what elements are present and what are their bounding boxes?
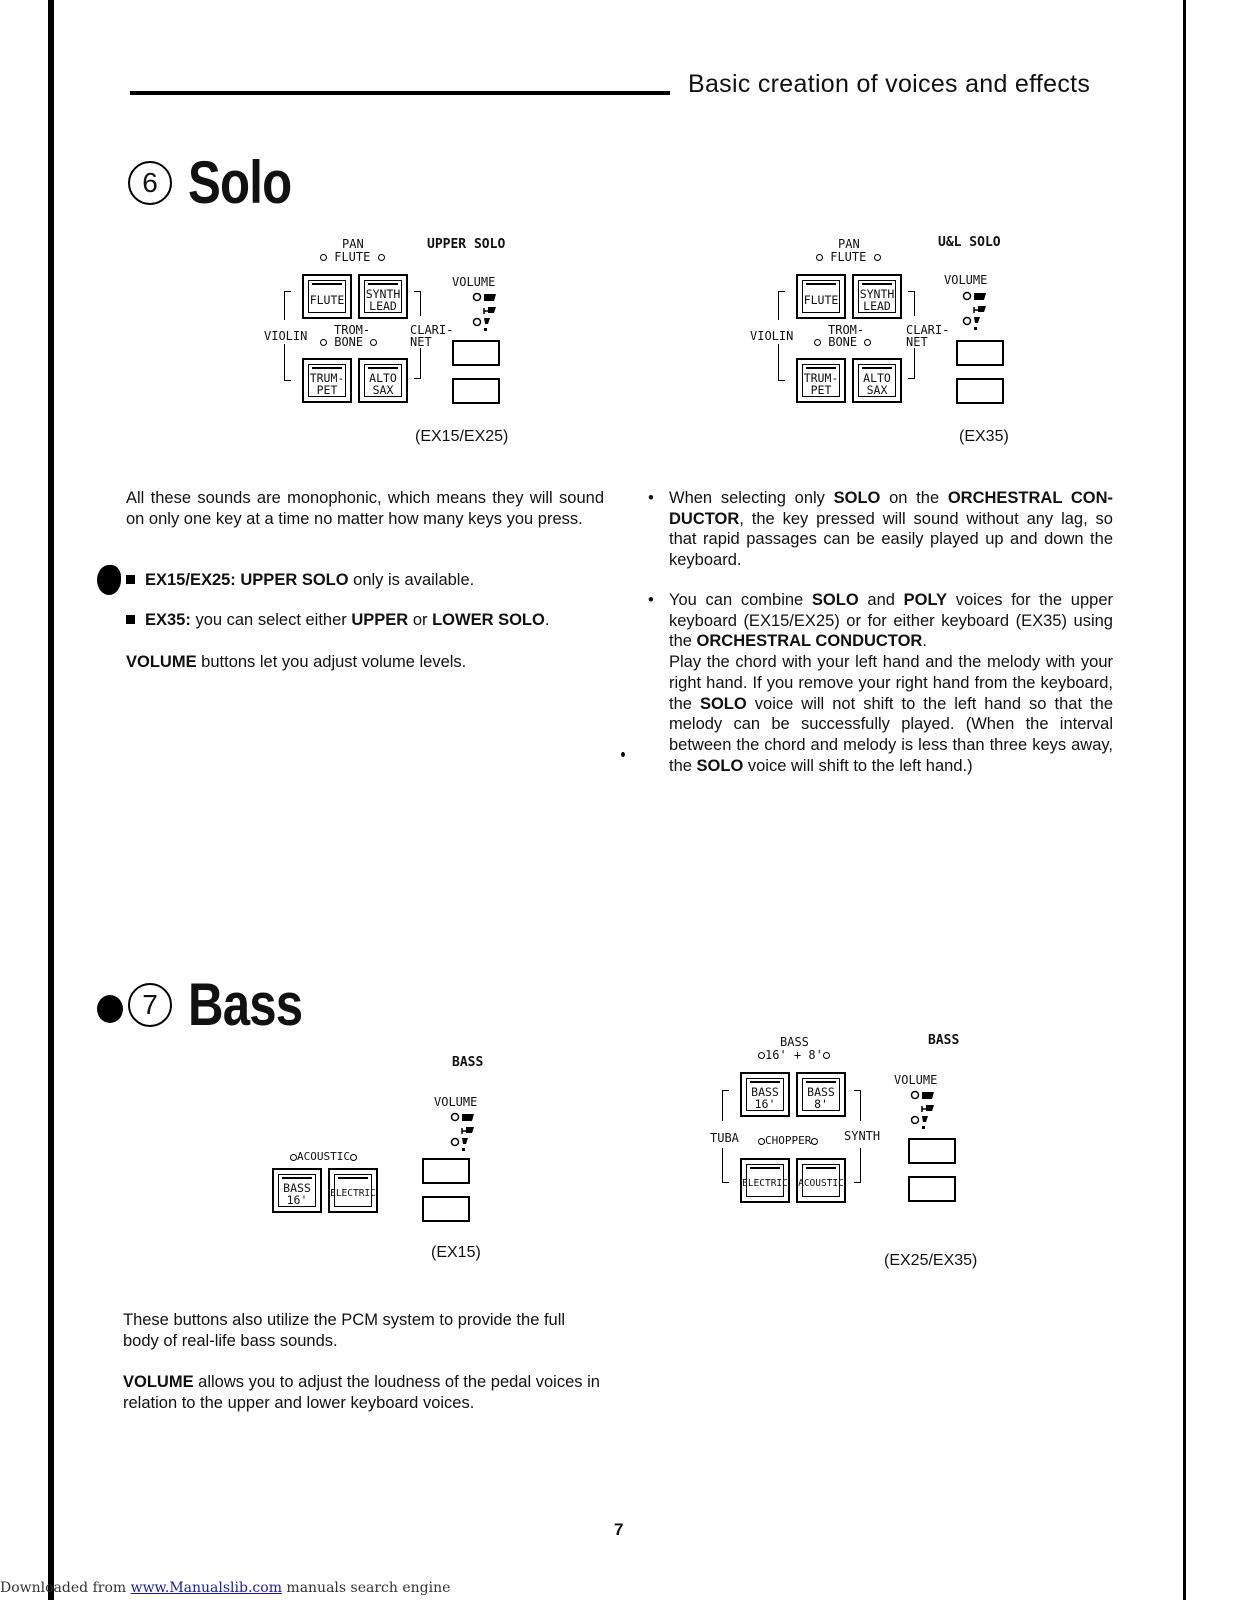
header-title: Basic creation of voices and effects: [688, 70, 1091, 98]
bracket: [284, 344, 291, 381]
volume-level-icon: [450, 1112, 480, 1152]
ink-blot: [97, 565, 121, 595]
bracket: [414, 348, 421, 379]
bracket: [722, 1148, 729, 1183]
download-footer: Downloaded from www.Manualslib.com manuals search engine: [0, 1580, 451, 1596]
electric-button[interactable]: ELECTRIC: [740, 1158, 790, 1203]
diagram-title: UPPER SOLO: [427, 237, 506, 252]
volume-up-button[interactable]: [452, 340, 500, 366]
trumpet-button[interactable]: TRUM- PET: [302, 358, 352, 403]
acoustic-button[interactable]: ACOUSTIC: [796, 1158, 846, 1203]
header-rule: [130, 91, 670, 95]
bass-ex15-diagram: [270, 1050, 500, 1270]
tuba-label: TUBA: [710, 1131, 739, 1145]
volume-level-icon: [910, 1090, 940, 1130]
bass-16-8-led-row: 16' + 8': [758, 1049, 830, 1062]
trombone-led-row: BONE: [814, 336, 871, 349]
section-title-bass: Bass: [188, 971, 303, 1038]
volume-down-button[interactable]: [422, 1196, 470, 1222]
diagram-caption: (EX15/EX25): [415, 428, 509, 445]
bracket: [284, 291, 291, 320]
volume-label: VOLUME: [944, 273, 988, 287]
volume-label: VOLUME: [452, 275, 496, 289]
led-indicator: [378, 254, 385, 261]
volume-level-icon: [472, 292, 502, 332]
solo-item-ex15: EX15/EX25: UPPER SOLO only is available.: [126, 570, 606, 591]
clarinet-label-2: NET: [906, 335, 928, 349]
pan-label: PAN: [838, 237, 860, 251]
volume-label: VOLUME: [894, 1073, 938, 1087]
volume-up-button[interactable]: [908, 1138, 956, 1164]
alto-sax-button[interactable]: ALTO SAX: [358, 358, 408, 403]
volume-up-button[interactable]: [956, 340, 1004, 366]
section-number-7: 7: [128, 983, 172, 1027]
volume-down-button[interactable]: [908, 1176, 956, 1202]
flute-button[interactable]: FLUTE: [796, 274, 846, 319]
solo-heading: [128, 148, 314, 217]
bracket: [414, 291, 421, 316]
synth-label: SYNTH: [844, 1129, 881, 1143]
violin-label: VIOLIN: [264, 329, 308, 343]
square-bullet-icon: [126, 575, 135, 584]
acoustic-led-row: ACOUSTIC: [290, 1150, 357, 1163]
flute-led-row: [320, 251, 385, 264]
solo-bullet-2: You can combine SOLO and POLY voices for the upper keyboard (EX15/EX25) or for either keyboard (EX35) using the ORCHESTRAL CONDUCTOR. Play the chord with your left hand and the melody with your right hand. If you remove your right hand from the keyboard, the SOLO voice will not shift to the left hand so that the melody can be successfully played. (When the interval between the chord and melody is less than three keys away, the SOLO voice will shift to the left hand.): [669, 591, 1114, 775]
bracket: [908, 291, 915, 316]
page-right-border: [1183, 0, 1186, 1600]
led-indicator: [320, 254, 327, 261]
volume-down-button[interactable]: [956, 378, 1004, 404]
trombone-label-1: TROM-: [828, 323, 865, 337]
clarinet-label-1: CLARI-: [906, 323, 950, 337]
clarinet-label-1: CLARI-: [410, 323, 454, 337]
synth-lead-button[interactable]: SYNTH LEAD: [358, 274, 408, 319]
volume-down-button[interactable]: [452, 378, 500, 404]
solo-intro-paragraph: All these sounds are monophonic, which means they will sound on only one key at a time no matter how many keys you press.: [126, 489, 604, 528]
pan-label: PAN: [342, 237, 364, 251]
bracket: [854, 1148, 861, 1183]
square-bullet-icon: [126, 615, 135, 624]
diagram-caption: (EX15): [431, 1244, 481, 1261]
synth-lead-button[interactable]: SYNTH LEAD: [852, 274, 902, 319]
trombone-label-1: TROM-: [334, 323, 371, 337]
violin-label: VIOLIN: [750, 329, 794, 343]
page-number: 7: [614, 1520, 624, 1539]
bracket: [778, 344, 785, 381]
volume-up-button[interactable]: [422, 1158, 470, 1184]
flute-led-row: FLUTE: [816, 251, 881, 264]
flute-led-label: FLUTE: [334, 250, 371, 264]
bracket: [722, 1090, 729, 1121]
bass-intro-paragraph: These buttons also utilize the PCM system to provide the full body of real-life bass sounds.: [123, 1311, 566, 1350]
bullet-dot: •: [648, 489, 654, 507]
bracket: [854, 1090, 861, 1121]
manualslib-link[interactable]: www.Manualslib.com: [130, 1580, 282, 1596]
volume-label: VOLUME: [434, 1095, 478, 1109]
section-title-solo: Solo: [188, 149, 292, 216]
bracket: [778, 291, 785, 320]
alto-sax-button[interactable]: ALTO SAX: [852, 358, 902, 403]
print-speck: [621, 752, 625, 757]
diagram-title: BASS: [452, 1055, 484, 1070]
diagram-caption: (EX35): [959, 428, 1009, 445]
bass-8-button[interactable]: BASS 8': [796, 1072, 846, 1117]
bullet-dot: •: [648, 591, 654, 609]
volume-level-icon: [962, 291, 992, 331]
page-left-border: [48, 0, 54, 1600]
diagram-title: BASS: [928, 1033, 960, 1048]
solo-volume-note: VOLUME buttons let you adjust volume levels.: [126, 653, 467, 671]
bass-heading: [128, 970, 327, 1039]
section-number-6: 6: [128, 161, 172, 205]
bass-ex25-ex35-diagram: [710, 1030, 990, 1270]
solo-bullet-1: When selecting only SOLO on the ORCHESTRAL CON-DUCTOR, the key pressed will sound without any lag, so that rapid passages can be easily played up and down the keyboard.: [669, 489, 1114, 570]
clarinet-label-2: NET: [410, 335, 432, 349]
diagram-caption: (EX25/EX35): [884, 1252, 978, 1269]
solo-item-ex35: EX35: you can select either UPPER or LOWER SOLO.: [126, 610, 606, 631]
trombone-led-row: BONE: [320, 336, 377, 349]
upper-solo-diagram: [262, 236, 522, 456]
bass-16-button[interactable]: BASS 16': [740, 1072, 790, 1117]
diagram-title: U&L SOLO: [938, 235, 1001, 250]
electric-button[interactable]: ELECTRIC: [328, 1168, 378, 1213]
top-bass-label: BASS: [780, 1035, 809, 1049]
bass-volume-note: VOLUME allows you to adjust the loudness of the pedal voices in relation to the upper and lower keyboard voices.: [123, 1373, 600, 1412]
flute-button[interactable]: FLUTE: [302, 274, 352, 319]
ink-blot: [97, 995, 123, 1023]
bracket: [908, 348, 915, 379]
chopper-led-row: CHOPPER: [758, 1134, 818, 1147]
trumpet-button[interactable]: TRUM- PET: [796, 358, 846, 403]
ul-solo-diagram: [750, 235, 1016, 456]
bass-16-button[interactable]: BASS 16': [272, 1168, 322, 1213]
